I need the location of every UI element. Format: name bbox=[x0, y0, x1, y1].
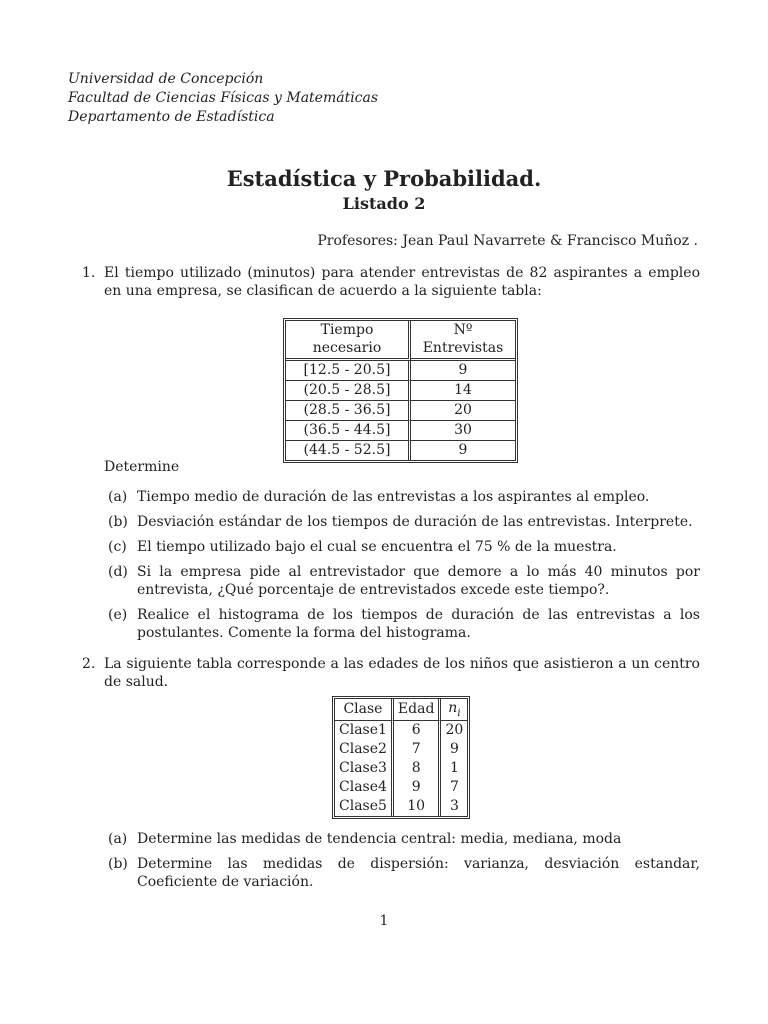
department-name: Departamento de Estadística bbox=[68, 109, 275, 125]
table-row bbox=[335, 740, 467, 759]
item-text: Si la empresa pide al entrevistador que demore a lo más 40 minutos por entrevista, ¿Qué porcentaje de entrevistados excede este tiempo?. bbox=[137, 564, 700, 599]
table-cell: 20 bbox=[411, 401, 515, 421]
table-cell: 1 bbox=[449, 760, 459, 777]
table-cell: 7 bbox=[394, 740, 442, 759]
table-cell: (28.5 - 36.5] bbox=[286, 401, 411, 421]
table-row bbox=[335, 797, 467, 816]
list-item bbox=[104, 538, 700, 556]
list-item bbox=[104, 488, 700, 506]
item-label: (b) bbox=[108, 856, 128, 872]
table-cell: (36.5 - 44.5] bbox=[286, 421, 411, 441]
table-cell: 10 bbox=[394, 797, 442, 816]
university-name: Universidad de Concepción bbox=[68, 71, 264, 87]
table-cell: 30 bbox=[411, 421, 515, 441]
frequency-subscript: i bbox=[457, 707, 461, 719]
table-row bbox=[335, 778, 467, 797]
table-cell: 3 bbox=[449, 798, 459, 815]
table-row bbox=[335, 759, 467, 778]
table-header-row bbox=[286, 321, 515, 361]
table-header-cell: Tiempo necesario bbox=[286, 321, 411, 361]
table-row bbox=[286, 381, 515, 401]
item-label: (a) bbox=[108, 489, 128, 505]
table-header-cell: Clase bbox=[335, 699, 394, 721]
document-title: Estadística y Probabilidad. bbox=[226, 166, 542, 191]
question-text: La siguiente tabla corresponde a las edades de los niños que asistieron a un centro de salud. bbox=[104, 656, 700, 691]
determine-label: Determine bbox=[104, 459, 180, 475]
table-cell: Clase3 bbox=[335, 759, 394, 778]
item-text: Determine las medidas de tendencia central: media, mediana, moda bbox=[137, 831, 622, 847]
table-cell: 14 bbox=[411, 381, 515, 401]
list-item bbox=[104, 563, 700, 600]
institution-header bbox=[68, 70, 378, 127]
table-cell: 6 bbox=[394, 721, 442, 740]
item-label: (e) bbox=[108, 607, 128, 623]
table-cell: (20.5 - 28.5] bbox=[286, 381, 411, 401]
question-1 bbox=[68, 264, 700, 301]
table-cell: 20 bbox=[445, 722, 464, 739]
list-item bbox=[104, 855, 700, 892]
question-text: El tiempo utilizado (minutos) para atender entrevistas de 82 aspirantes a empleo en una empresa, se clasifican de acuerdo a la siguiente tabla: bbox=[104, 265, 700, 300]
table-cell: Clase5 bbox=[335, 797, 394, 816]
table-cell: Clase4 bbox=[335, 778, 394, 797]
item-label: (a) bbox=[108, 831, 128, 847]
interview-time-table bbox=[283, 318, 518, 463]
question-2 bbox=[68, 655, 700, 692]
table-cell: (44.5 - 52.5] bbox=[286, 441, 411, 460]
question-number: 2. bbox=[82, 656, 96, 672]
table-cell: 7 bbox=[449, 779, 459, 796]
table-header-cell: Edad bbox=[394, 699, 442, 721]
table-row bbox=[335, 721, 467, 740]
item-label: (c) bbox=[108, 539, 127, 555]
table-row bbox=[286, 441, 515, 460]
item-text: Desviación estándar de los tiempos de duración de las entrevistas. Interprete. bbox=[137, 514, 693, 530]
list-item bbox=[104, 830, 700, 848]
faculty-name: Facultad de Ciencias Físicas y Matemáticas bbox=[68, 90, 379, 106]
professors-line: Profesores: Jean Paul Navarrete & Francisco Muñoz . bbox=[317, 233, 698, 249]
list-item bbox=[104, 513, 700, 531]
table-header-cell: Nº Entrevistas bbox=[411, 321, 515, 361]
table-header-row bbox=[335, 699, 467, 721]
question-number: 1. bbox=[82, 265, 96, 281]
table-cell: 9 bbox=[449, 741, 459, 758]
frequency-symbol: n bbox=[448, 700, 458, 716]
table-row bbox=[286, 401, 515, 421]
table-cell: [12.5 - 20.5] bbox=[286, 361, 411, 381]
page-number: 1 bbox=[379, 913, 389, 929]
table-cell: 9 bbox=[394, 778, 442, 797]
table-row bbox=[286, 361, 515, 381]
children-age-table bbox=[332, 696, 470, 819]
item-text: Tiempo medio de duración de las entrevistas a los aspirantes al empleo. bbox=[137, 489, 650, 505]
list-item bbox=[104, 606, 700, 643]
table-cell: 8 bbox=[394, 759, 442, 778]
item-label: (b) bbox=[108, 514, 128, 530]
table-cell: 9 bbox=[458, 442, 468, 459]
document-subtitle: Listado 2 bbox=[342, 194, 426, 213]
table-cell: 9 bbox=[411, 361, 515, 381]
table-row bbox=[286, 421, 515, 441]
table-header-cell bbox=[441, 699, 467, 721]
item-label: (d) bbox=[108, 564, 128, 580]
item-text: Determine las medidas de dispersión: varianza, desviación estandar, Coeficiente de variación. bbox=[137, 856, 700, 891]
table-cell: Clase2 bbox=[335, 740, 394, 759]
table-cell: Clase1 bbox=[335, 721, 394, 740]
item-text: El tiempo utilizado bajo el cual se encuentra el 75 % de la muestra. bbox=[137, 539, 617, 555]
item-text: Realice el histograma de los tiempos de duración de las entrevistas a los postulantes. Comente la forma del histograma. bbox=[137, 607, 700, 642]
